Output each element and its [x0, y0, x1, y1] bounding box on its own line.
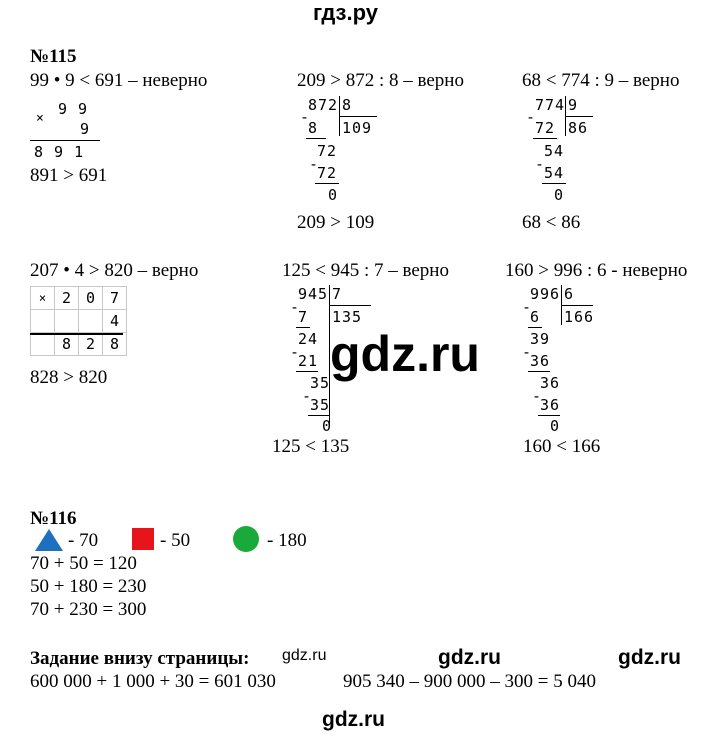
- ex2-step-rule: [306, 138, 326, 139]
- ex1-mul-sign: ×: [36, 111, 45, 126]
- ex2-compare: 209 > 109: [297, 212, 375, 233]
- ex4-mul-sign: ×: [31, 287, 55, 310]
- ex6-step-rule: [528, 371, 550, 372]
- ex6-step-rule: [528, 327, 542, 328]
- bottom-eq-1: 600 000 + 1 000 + 30 = 601 030: [30, 671, 276, 692]
- ex6-step: 36: [530, 352, 551, 370]
- ex3-dividend: 774: [535, 96, 566, 114]
- ex3-divider-h: [565, 116, 593, 117]
- site-header: гдз.ру: [313, 0, 378, 25]
- triangle-icon: [34, 528, 64, 552]
- ex6-minus: -: [522, 343, 533, 361]
- ex6-step: 36: [540, 374, 561, 392]
- task-115-label: №115: [30, 46, 77, 67]
- ex4-cell: 7: [103, 287, 127, 310]
- ex3-divisor: 9: [568, 96, 579, 114]
- bottom-task-label: Задание внизу страницы:: [30, 648, 250, 669]
- ex6-compare: 160 < 166: [523, 436, 601, 457]
- ex4-cell: 4: [103, 310, 127, 333]
- circle-icon: [232, 525, 260, 553]
- ex4-cell: 0: [79, 287, 103, 310]
- ex5-compare: 125 < 135: [272, 436, 350, 457]
- task-116-line: 50 + 180 = 230: [30, 576, 147, 597]
- ex5-quotient: 135: [332, 308, 363, 326]
- ex4-cell: 2: [79, 333, 103, 356]
- ex2-divider-h: [339, 116, 377, 117]
- ex1-factor-a: 9 9: [58, 100, 89, 118]
- triangle-value: - 70: [68, 530, 99, 551]
- watermark-mid-1: gdz.ru: [438, 646, 501, 669]
- ex3-minus: -: [535, 155, 546, 173]
- ex5-step: 21: [298, 352, 319, 370]
- ex5-minus: -: [290, 343, 301, 361]
- ex2-minus: -: [309, 155, 320, 173]
- ex3-step: 72: [535, 119, 556, 137]
- bottom-eq-2: 905 340 – 900 000 – 300 = 5 040: [343, 671, 596, 692]
- ex2-dividend: 872: [308, 96, 339, 114]
- ex1-statement: 99 • 9 < 691 – неверно: [30, 70, 208, 91]
- ex6-statement: 160 > 996 : 6 - неверно: [505, 260, 688, 281]
- ex2-step: 72: [317, 142, 338, 160]
- ex3-step-rule: [533, 138, 557, 139]
- ex5-step: 35: [310, 396, 331, 414]
- ex4-grid: [30, 286, 127, 356]
- ex6-divisor: 6: [564, 285, 575, 303]
- ex2-statement: 209 > 872 : 8 – верно: [297, 70, 464, 91]
- ex5-step: 24: [298, 330, 319, 348]
- ex5-minus: -: [290, 298, 301, 316]
- ex4-cell: [31, 310, 55, 333]
- task-116-label: №116: [30, 508, 77, 529]
- ex4-compare: 828 > 820: [30, 367, 108, 388]
- ex3-step: 54: [544, 142, 565, 160]
- circle-value: - 180: [267, 530, 307, 551]
- ex5-step: 0: [322, 417, 333, 435]
- ex6-step-rule: [538, 415, 560, 416]
- ex5-step-rule: [296, 327, 310, 328]
- ex4-cell: [31, 333, 55, 356]
- ex6-dividend: 996: [530, 285, 561, 303]
- ex5-step-rule: [296, 371, 318, 372]
- ex3-step: 54: [544, 164, 565, 182]
- ex4-cell: 8: [103, 333, 127, 356]
- ex1-rule: [30, 140, 100, 141]
- ex2-step: 72: [317, 164, 338, 182]
- ex3-step: 0: [554, 186, 565, 204]
- square-icon: [132, 528, 154, 550]
- ex5-statement: 125 < 945 : 7 – верно: [282, 260, 449, 281]
- ex3-step-rule: [542, 183, 566, 184]
- ex2-minus: -: [300, 108, 311, 126]
- ex3-statement: 68 < 774 : 9 – верно: [522, 70, 680, 91]
- ex2-quotient: 109: [342, 119, 373, 137]
- task-116-line: 70 + 230 = 300: [30, 599, 147, 620]
- watermark-bottom: gdz.ru: [322, 708, 385, 731]
- ex1-factor-b: 9: [80, 120, 91, 138]
- ex3-quotient: 86: [568, 119, 589, 137]
- ex5-step: 35: [310, 374, 331, 392]
- watermark-mid-2: gdz.ru: [618, 646, 681, 669]
- ex5-dividend: 945: [298, 285, 329, 303]
- ex4-rule: [30, 333, 123, 335]
- ex4-cell: 8: [55, 333, 79, 356]
- task-116-line: 70 + 50 = 120: [30, 553, 137, 574]
- watermark-small: gdz.ru: [282, 647, 327, 664]
- ex6-step: 0: [550, 417, 561, 435]
- ex2-step: 8: [308, 119, 319, 137]
- ex2-step-rule: [315, 183, 339, 184]
- ex5-divisor: 7: [332, 285, 343, 303]
- ex5-divider-h: [329, 305, 371, 306]
- ex6-minus: -: [532, 387, 543, 405]
- ex4-cell: [79, 310, 103, 333]
- ex4-cell: 2: [55, 287, 79, 310]
- ex2-step: 0: [328, 186, 339, 204]
- ex6-step: 6: [530, 308, 541, 326]
- ex5-minus: -: [302, 387, 313, 405]
- ex4-statement: 207 • 4 > 820 – верно: [30, 260, 199, 281]
- ex6-quotient: 166: [564, 308, 595, 326]
- ex1-compare: 891 > 691: [30, 165, 108, 186]
- square-value: - 50: [160, 530, 191, 551]
- ex3-minus: -: [526, 108, 537, 126]
- ex5-step: 7: [298, 308, 309, 326]
- watermark-center: gdz.ru: [330, 326, 480, 382]
- ex5-step-rule: [308, 415, 330, 416]
- ex1-product: 8 9 1: [34, 143, 85, 161]
- ex6-step: 36: [540, 396, 561, 414]
- ex6-step: 39: [530, 330, 551, 348]
- ex6-minus: -: [522, 298, 533, 316]
- ex2-divisor: 8: [342, 96, 353, 114]
- ex6-divider-h: [561, 305, 593, 306]
- ex3-compare: 68 < 86: [522, 212, 581, 233]
- ex4-cell: [55, 310, 79, 333]
